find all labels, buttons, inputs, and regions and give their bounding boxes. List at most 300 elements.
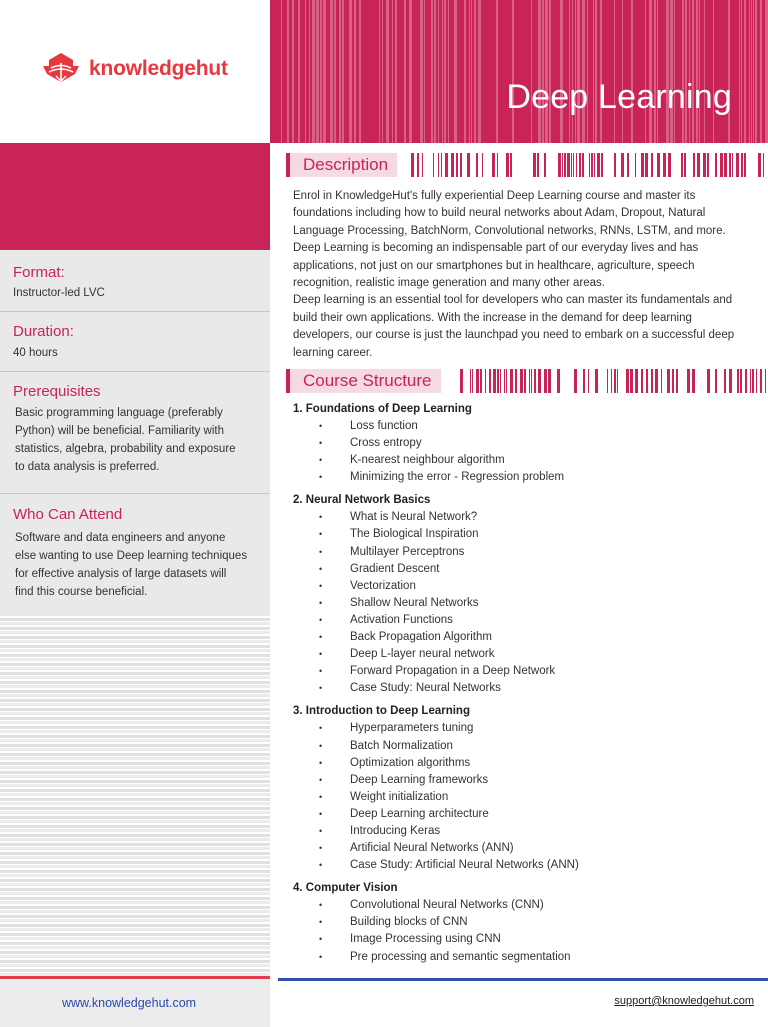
duration-block [0,312,270,372]
topic-label: Multilayer Perceptrons [350,545,465,558]
topic-label: Gradient Descent [350,562,440,575]
topic-label: Case Study: Neural Networks [350,682,501,695]
knowledgehut-logo-icon [42,52,80,86]
bullet-icon: • [319,614,323,625]
barcode-bar [515,369,517,393]
list-item [293,646,748,663]
topic-label: Hyperparameters tuning [350,722,474,735]
who-can-attend-value: Software and data engineers and anyone else wanting to use Deep learning techniques for effective analysis of large datasets will find this course beneficial. [15,532,248,598]
barcode-bar [323,0,326,143]
barcode-bar [557,369,560,393]
list-item [293,949,748,966]
barcode-bar [668,153,671,177]
barcode-bar [424,0,425,143]
course-structure-list [293,401,748,972]
barcode-bar [600,0,602,143]
page-title: Deep Learning [506,78,732,116]
barcode-bar [496,0,498,143]
barcode-bar [635,369,638,393]
barcode-bar [745,369,747,393]
bullet-icon: • [319,757,323,768]
course-structure-heading: Course Structure [286,369,441,393]
list-item [293,840,748,857]
topic-label: Minimizing the error - Regression problem [350,471,565,484]
topic-label: Activation Functions [350,613,453,626]
sidebar-color-band [0,143,270,250]
topic-label: K-nearest neighbour algorithm [350,454,505,467]
barcode-bar [445,153,448,177]
barcode-bar [420,0,423,143]
barcode-bar [760,369,762,393]
barcode-bar [674,0,675,143]
barcode-bar [614,153,616,177]
list-item [293,452,748,469]
barcode-bar [576,153,577,177]
barcode-bar [342,0,344,143]
prerequisites-block [0,372,270,494]
list-item [293,806,748,823]
barcode-bar [534,369,536,393]
barcode-bar [538,369,541,393]
barcode-bar [684,153,686,177]
barcode-bar [753,0,754,143]
topic-label: Batch Normalization [350,739,453,752]
bullet-icon: • [319,546,323,557]
list-item [293,931,748,948]
format-label: Format: [13,264,65,281]
barcode-bar [573,153,574,177]
barcode-bar [707,153,709,177]
barcode-bar [538,0,541,143]
list-item [293,629,748,646]
barcode-bar [444,0,446,143]
barcode-bar [696,0,698,143]
barcode-bar [489,369,491,393]
barcode-bar [736,153,739,177]
barcode-bar [562,153,563,177]
barcode-bar [312,0,315,143]
barcode-bar [672,369,674,393]
course-module [293,401,748,486]
barcode-bar [510,369,513,393]
barcode-bar [622,0,623,143]
barcode-bar [760,0,762,143]
list-item [293,469,748,486]
description-section-header [286,153,768,177]
bullet-icon: • [319,472,323,483]
module-title: 4. Computer Vision [293,882,398,895]
barcode-bar [715,153,717,177]
bullet-icon: • [319,438,323,449]
topic-label: Vectorization [350,579,416,592]
barcode-bar [713,0,714,143]
barcode-bar [542,0,544,143]
barcode-bar [571,153,572,177]
barcode-bar [737,369,739,393]
barcode-bar [386,0,389,143]
barcode-bar [334,0,336,143]
barcode-bar [729,369,732,393]
topic-label: Convolutional Neural Networks (CNN) [350,899,544,912]
barcode-bar [417,153,419,177]
duration-value: 40 hours [13,347,58,359]
list-item [293,823,748,840]
barcode-bar [740,369,742,393]
course-module [293,880,748,965]
course-structure-section-header [286,369,768,393]
barcode-bar [497,369,499,393]
bullet-icon: • [319,597,323,608]
description-barcode-pattern [411,153,768,177]
topic-label: The Biological Inspiration [350,528,479,541]
barcode-bar [395,0,397,143]
barcode-bar [464,0,466,143]
barcode-bar [506,369,507,393]
barcode-bar [524,369,526,393]
barcode-bar [422,153,423,177]
barcode-bar [492,153,495,177]
barcode-bar [497,153,498,177]
barcode-bar [641,153,644,177]
list-item [293,897,748,914]
barcode-bar [670,0,673,143]
footer-divider [278,978,768,981]
barcode-bar [442,0,443,143]
bullet-icon: • [319,649,323,660]
format-block [0,250,270,312]
barcode-bar [548,369,551,393]
topic-label: Image Processing using CNN [350,933,501,946]
list-item [293,857,748,874]
barcode-bar [611,369,612,393]
barcode-bar [739,0,740,143]
barcode-bar [594,153,595,177]
barcode-bar [510,153,512,177]
bullet-icon: • [319,421,323,431]
list-item [293,720,748,737]
barcode-bar [470,369,471,393]
barcode-bar [404,0,406,143]
barcode-bar [597,153,600,177]
barcode-bar [682,0,684,143]
barcode-bar [567,153,570,177]
barcode-bar [732,153,733,177]
topic-label: Deep Learning architecture [350,807,489,820]
barcode-bar [661,369,662,393]
list-item [293,435,748,452]
prerequisites-label: Prerequisites [13,383,101,400]
barcode-bar [687,369,690,393]
barcode-bar [697,153,700,177]
barcode-bar [626,369,629,393]
barcode-bar [474,0,476,143]
bullet-icon: • [319,512,323,523]
barcode-bar [751,0,752,143]
who-can-attend-block [0,494,270,615]
barcode-bar [692,369,695,393]
barcode-bar [456,153,458,177]
barcode-bar [579,153,581,177]
barcode-bar [531,369,532,393]
barcode-bar [531,0,532,143]
barcode-bar [476,369,479,393]
duration-label: Duration: [13,323,74,340]
barcode-bar [749,0,750,143]
barcode-bar [478,0,481,143]
barcode-bar [431,0,433,143]
bullet-icon: • [319,774,323,785]
barcode-bar [667,369,670,393]
bullet-icon: • [319,934,323,945]
barcode-bar [645,0,646,143]
barcode-bar [707,369,710,393]
bullet-icon: • [319,808,323,819]
barcode-bar [593,0,594,143]
barcode-bar [728,0,730,143]
description-paragraph: Deep Learning is becoming an indispensable part of our everyday lives and has applications, not just on our smartphones but in healthcare, agriculture, speech recognition, realistic image generation and many other areas. [293,242,699,290]
barcode-bar [689,0,690,143]
barcode-bar [512,0,514,143]
list-item [293,612,748,629]
barcode-bar [744,0,746,143]
description-heading: Description [286,153,397,177]
barcode-bar [320,0,322,143]
topic-label: Introducing Keras [350,824,441,837]
barcode-bar [309,0,310,143]
left-sidebar [0,0,270,1024]
barcode-bar [448,0,449,143]
decorative-stripes [0,616,270,976]
barcode-bar [729,153,731,177]
list-item [293,789,748,806]
barcode-bar [305,0,306,143]
barcode-bar [411,153,414,177]
bullet-icon: • [319,455,323,466]
barcode-bar [467,153,470,177]
barcode-bar [715,369,717,393]
barcode-bar [544,369,547,393]
list-item [293,509,748,526]
barcode-bar [651,153,653,177]
support-email-link[interactable]: support@knowledgehut.com [614,995,754,1007]
barcode-bar [298,0,300,143]
barcode-bar [469,0,470,143]
description-text [293,188,748,362]
barcode-bar [472,369,473,393]
list-item [293,663,748,680]
barcode-bar [441,153,442,177]
format-value: Instructor-led LVC [13,287,105,299]
topic-label: Forward Propagation in a Deep Network [350,665,556,678]
module-title: 2. Neural Network Basics [293,494,431,507]
barcode-bar [354,0,356,143]
barcode-bar [330,0,333,143]
barcode-bar [649,0,652,143]
barcode-bar [292,0,294,143]
barcode-bar [582,153,584,177]
barcode-bar [558,153,561,177]
barcode-bar [681,153,683,177]
bullet-icon: • [319,723,323,734]
topic-label: What is Neural Network? [350,511,478,524]
bullet-icon: • [319,860,323,871]
barcode-bar [533,153,536,177]
barcode-bar [724,153,727,177]
barcode-bar [392,0,393,143]
barcode-bar [741,153,743,177]
barcode-bar [601,153,603,177]
barcode-bar [756,369,757,393]
topic-label: Deep Learning frameworks [350,773,489,786]
barcode-bar [676,369,678,393]
barcode-bar [621,153,624,177]
barcode-bar [699,0,700,143]
barcode-bar [635,153,636,177]
barcode-bar [765,369,766,393]
module-title: 3. Introduction to Deep Learning [293,705,470,718]
barcode-bar [724,369,726,393]
header-banner [270,0,768,143]
bullet-icon: • [319,900,323,911]
barcode-bar [595,369,598,393]
course-module [293,703,748,874]
barcode-bar [482,153,483,177]
barcode-bar [281,0,282,143]
barcode-bar [582,0,585,143]
list-item [293,526,748,543]
barcode-bar [657,153,660,177]
list-item [293,544,748,561]
barcode-bar [506,153,509,177]
barcode-bar [493,369,496,393]
barcode-bar [657,0,658,143]
barcode-bar [755,0,757,143]
left-footer [0,976,270,1027]
list-item [293,561,748,578]
barcode-bar [744,153,746,177]
list-item [293,755,748,772]
barcode-bar [529,369,530,393]
barcode-bar [451,153,454,177]
barcode-bar [575,0,576,143]
header-barcode-pattern [278,0,768,143]
barcode-bar [572,0,573,143]
barcode-bar [480,369,482,393]
topic-label: Optimization algorithms [350,756,471,769]
list-item [293,680,748,697]
barcode-bar [645,153,648,177]
barcode-bar [504,369,505,393]
topic-label: Artificial Neural Networks (ANN) [350,842,514,855]
list-item [293,595,748,612]
barcode-bar [651,369,653,393]
barcode-bar [438,153,439,177]
barcode-bar [685,0,687,143]
bullet-icon: • [319,666,323,677]
prerequisites-value: Basic programming language (preferably Python) will be beneficial. Familiarity with statistics, algebra, probability and exposure to data analysis is preferred. [15,407,236,473]
bullet-icon: • [319,529,323,540]
barcode-bar [704,0,705,143]
barcode-bar [316,0,319,143]
topic-label: Loss function [350,420,418,432]
barcode-bar [627,153,629,177]
barcode-bar [485,369,486,393]
barcode-bar [500,369,501,393]
barcode-bar [752,369,754,393]
barcode-bar [409,0,412,143]
topic-label: Cross entropy [350,437,422,450]
list-item [293,772,748,789]
logo-area [0,0,270,143]
list-item [293,738,748,755]
topic-label: Deep L-layer neural network [350,648,495,661]
barcode-bar [607,369,608,393]
barcode-bar [359,0,361,143]
barcode-bar [339,0,341,143]
barcode-bar [617,369,618,393]
barcode-bar [591,153,593,177]
barcode-bar [693,153,695,177]
bullet-icon: • [319,791,323,802]
barcode-bar [569,0,570,143]
barcode-bar [577,0,580,143]
description-paragraph: Enrol in KnowledgeHut's fully experiential Deep Learning course and master its foundations including how to build neural networks about Adam, Dropout, Natural Language Processing, BatchNorm, Convolutional networks, RNNs, LSTM, and more. [293,190,726,237]
list-item [293,578,748,595]
barcode-bar [460,369,463,393]
bullet-icon: • [319,740,323,751]
barcode-bar [382,0,383,143]
barcode-bar [434,0,436,143]
barcode-bar [287,0,289,143]
barcode-bar [655,369,658,393]
barcode-bar [720,153,723,177]
topic-label: Back Propagation Algorithm [350,631,492,644]
barcode-bar [476,153,478,177]
barcode-bar [574,369,577,393]
topic-label: Building blocks of CNN [350,916,468,929]
course-structure-barcode-pattern [456,369,768,393]
barcode-bar [537,153,539,177]
barcode-bar [763,153,764,177]
barcode-bar [630,369,633,393]
who-can-attend-label: Who Can Attend [13,506,123,523]
barcode-bar [631,0,633,143]
barcode-bar [438,0,439,143]
website-link[interactable]: www.knowledgehut.com [62,996,197,1010]
barcode-bar [454,0,457,143]
course-module [293,492,748,697]
bullet-icon: • [319,563,323,574]
barcode-bar [646,369,648,393]
topic-label: Pre processing and semantic segmentation [350,950,571,963]
bullet-icon: • [319,917,323,928]
brand-logo[interactable] [42,52,228,86]
barcode-bar [663,153,666,177]
list-item [293,418,748,435]
barcode-bar [758,153,761,177]
barcode-bar [520,369,523,393]
bullet-icon: • [319,951,323,962]
barcode-bar [666,0,669,143]
barcode-bar [741,0,742,143]
barcode-bar [614,369,616,393]
barcode-bar [587,0,588,143]
bullet-icon: • [319,580,323,591]
barcode-bar [641,369,643,393]
barcode-bar [471,0,472,143]
bullet-icon: • [319,843,323,854]
barcode-bar [433,153,434,177]
